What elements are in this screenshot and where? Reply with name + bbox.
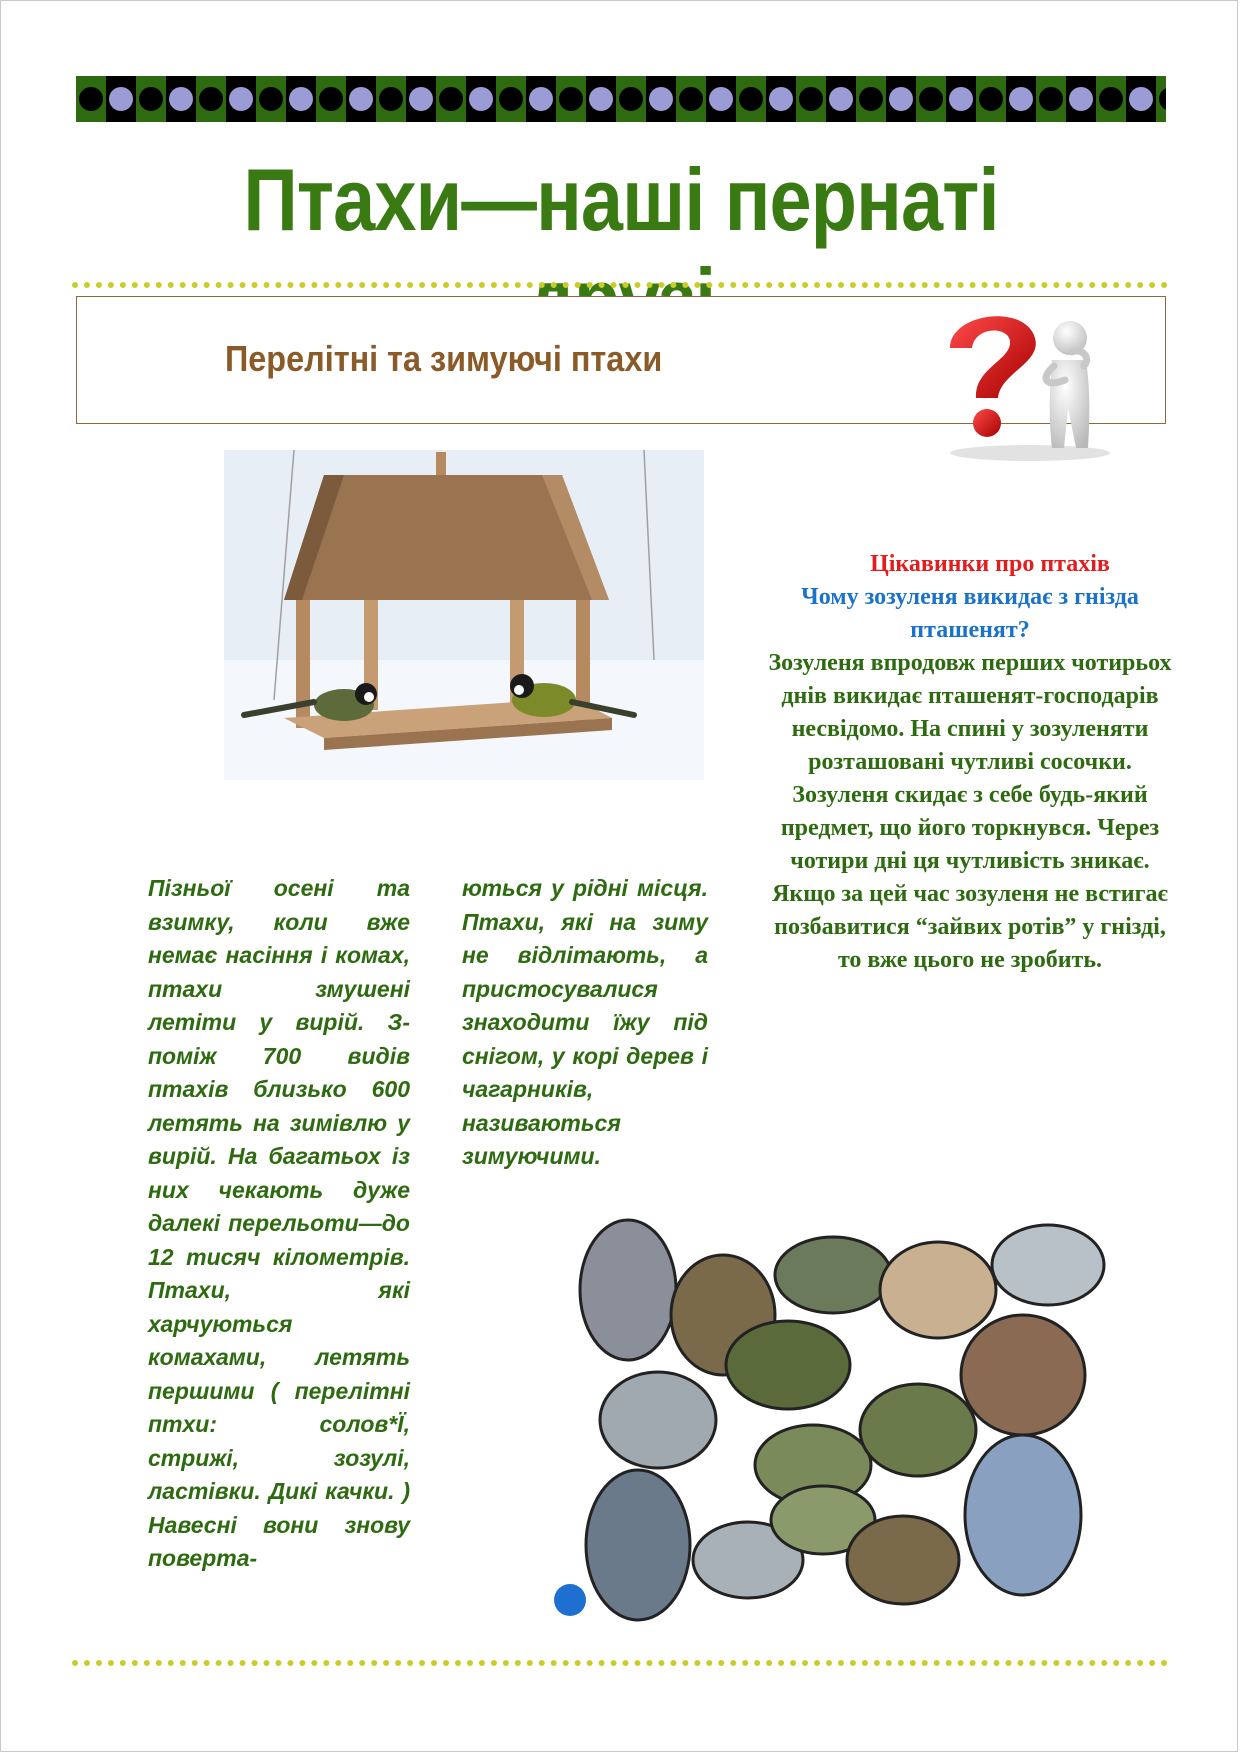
band-dot-cell: [106, 76, 136, 122]
band-dot: [1009, 87, 1033, 111]
band-dot: [649, 87, 673, 111]
band-dot: [169, 87, 193, 111]
band-dot: [919, 87, 943, 111]
band-dot-cell: [976, 76, 1006, 122]
band-dot: [529, 87, 553, 111]
band-dot-cell: [856, 76, 886, 122]
band-dot-cell: [316, 76, 346, 122]
band-dot-cell: [826, 76, 856, 122]
band-dot: [259, 87, 283, 111]
band-dot: [469, 87, 493, 111]
band-dot: [769, 87, 793, 111]
bird-feeder-photo: [224, 450, 704, 780]
band-dot-cell: [946, 76, 976, 122]
band-dot-cell: [766, 76, 796, 122]
band-dot-cell: [556, 76, 586, 122]
question-mark-figure-icon: [930, 308, 1130, 463]
band-dot: [289, 87, 313, 111]
band-dot-cell: [676, 76, 706, 122]
dotted-divider-bottom: [72, 1660, 1168, 1666]
page-title: Птахи—наші пернаті: [243, 150, 999, 249]
band-dot-cell: [616, 76, 646, 122]
band-dot-cell: [1126, 76, 1156, 122]
band-dot-cell: [646, 76, 676, 122]
band-dot-cell: [526, 76, 556, 122]
band-dot-cell: [586, 76, 616, 122]
band-dot-cell: [1066, 76, 1096, 122]
band-dot-cell: [1156, 76, 1166, 122]
band-dot-cell: [256, 76, 286, 122]
band-dot-cell: [136, 76, 166, 122]
band-dot-cell: [1036, 76, 1066, 122]
band-dot: [1099, 87, 1123, 111]
band-dot-cell: [796, 76, 826, 122]
band-dot-cell: [226, 76, 256, 122]
band-dot: [889, 87, 913, 111]
facts-heading: Цікавинки про птахів: [870, 551, 1110, 577]
band-dot-cell: [346, 76, 376, 122]
band-dot-cell: [736, 76, 766, 122]
band-dot: [709, 87, 733, 111]
band-dot: [499, 87, 523, 111]
band-dot-cell: [196, 76, 226, 122]
band-dot-cell: [286, 76, 316, 122]
band-dot-cell: [76, 76, 106, 122]
band-dot: [589, 87, 613, 111]
band-dot-cell: [496, 76, 526, 122]
band-dot-cell: [1096, 76, 1126, 122]
band-dot: [229, 87, 253, 111]
band-dot: [559, 87, 583, 111]
article-column-left: Пізньої осені та взимку, коли вже немає насіння і комах, птахи змушені летіти у вирій. З-поміж 700 видів птахів близько 600 летять на зимівлю у вирій. На багатьох із них чекають дуже далекі перельоти—до 12 тисяч кілометрів. Птахи, які харчуються комахами, летять першими ( перелітні птхи: солов*Ї, стрижі, зозулі, ластівки. Дикі качки. ) Навесні вони знову поверта-: [148, 875, 410, 1571]
section-title: Перелітні та зимуючі птахи: [225, 338, 663, 379]
band-dot: [799, 87, 823, 111]
band-dot-cell: [406, 76, 436, 122]
band-dot-cell: [706, 76, 736, 122]
facts-body: Зозуленя впродовж перших чотирьох днів викидає пташенят-господарів несвідомо. На спині у зозуленяти розташовані чутливі сосочки. Зозуленя скидає з себе будь-який предмет, що його торкнувся. Через чотири дні ця чутливість зникає. Якщо за цей час зозуленя не встигає позбавитися “зайвих ротів” у гнізді, то вже цього не зробить.: [768, 650, 1172, 973]
band-dot-cell: [466, 76, 496, 122]
band-dot: [79, 87, 103, 111]
band-dot: [859, 87, 883, 111]
band-dot: [949, 87, 973, 111]
article-column-right: ються у рідні місця. Птахи, які на зиму не відлітають, а пристосувалися знаходити їжу під снігом, у корі дерев і чагарників, називаються зимуючими.: [462, 875, 708, 1169]
band-dot: [1129, 87, 1153, 111]
decorative-dot-band: [76, 76, 1166, 122]
band-dot: [319, 87, 343, 111]
dotted-divider-top: [72, 282, 1168, 288]
band-dot: [1159, 87, 1166, 111]
band-dot: [679, 87, 703, 111]
band-dot: [979, 87, 1003, 111]
band-dot: [1039, 87, 1063, 111]
band-dot-cell: [166, 76, 196, 122]
band-dot: [109, 87, 133, 111]
band-dot: [199, 87, 223, 111]
band-dot: [139, 87, 163, 111]
band-dot-cell: [436, 76, 466, 122]
band-dot: [379, 87, 403, 111]
birds-of-prey-collage: [548, 1215, 1128, 1625]
facts-question: Чому зозуленя викидає з гнізда пташенят?: [801, 584, 1139, 643]
band-dot: [739, 87, 763, 111]
band-dot: [829, 87, 853, 111]
band-dot: [1069, 87, 1093, 111]
band-dot-cell: [376, 76, 406, 122]
band-dot-cell: [916, 76, 946, 122]
bird-facts-block: [760, 548, 1180, 977]
band-dot: [439, 87, 463, 111]
band-dot: [349, 87, 373, 111]
band-dot-cell: [886, 76, 916, 122]
band-dot: [409, 87, 433, 111]
band-dot: [619, 87, 643, 111]
band-dot-cell: [1006, 76, 1036, 122]
